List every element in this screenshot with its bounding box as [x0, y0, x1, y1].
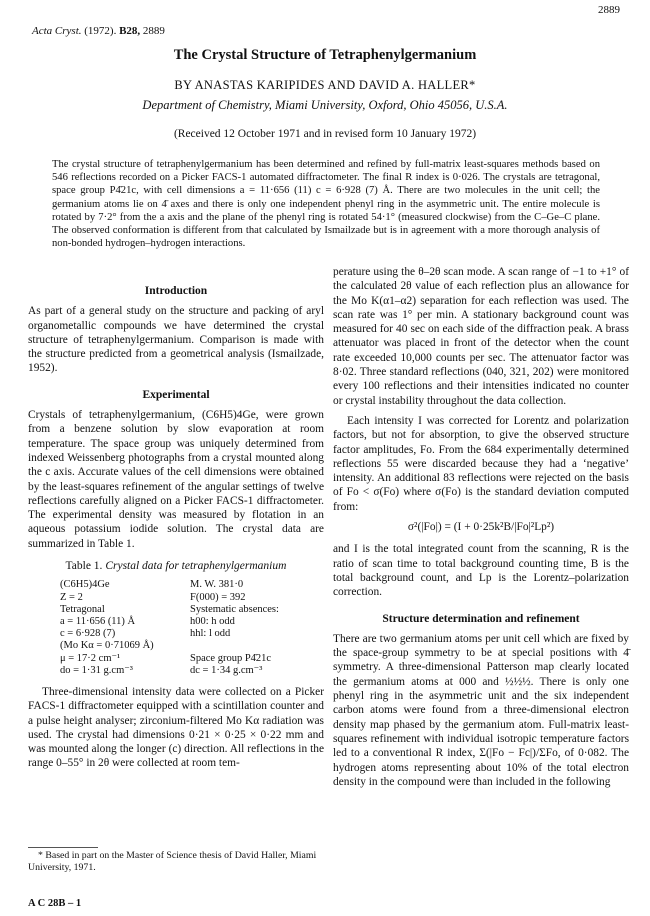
- structure-heading: Structure determination and refinement: [382, 612, 580, 625]
- table-cell: h00: h odd: [190, 615, 235, 627]
- scan-text: perature using the θ–2θ scan mode. A scan range of −1 to +1° of the calculated 2θ value of each reflection plus an allowance for the Mo K(α1–α2) separation for each reflection was used. The scan rate was 1° per min. A stationary background count was measured for 40 sec on each side of the diffraction peak. A brass attenuator was placed in front of the detector when the count rate exceeded 10,000 counts per sec. The attenuator factor was 8·02. Three standard reflections (040, 321, 202) were monitored every 100 reflections and their intensities indicated no counter or crystal instability throughout the data collection.: [333, 266, 629, 407]
- journal-citation: [32, 25, 165, 37]
- table-title: Crystal data for tetraphenylgermanium: [105, 560, 287, 573]
- journal-year: (1972).: [84, 25, 117, 37]
- equation-explanation: and I is the total integrated count from the scanning, R is the ratio of scan time to total background counting time, B is the total background count, and Lp is the Lorentz–polarization correction.: [333, 543, 629, 599]
- table-cell: (Mo Kα = 0·71069 Å): [60, 640, 154, 652]
- table-label: Table 1.: [65, 560, 103, 573]
- table-cell: hhl: l odd: [190, 628, 231, 640]
- journal-name: Acta Cryst.: [32, 25, 82, 37]
- paper-title: The Crystal Structure of Tetraphenylgermanium: [173, 47, 477, 63]
- table-cell: μ = 17·2 cm⁻¹: [60, 652, 121, 664]
- left-column: [28, 272, 324, 777]
- table-cell: c = 6·928 (7): [60, 628, 116, 640]
- sigma-equation: σ²(|Fo|) = (I + 0·25k²B/|Fo|²Lp²): [407, 521, 555, 534]
- abstract: The crystal structure of tetraphenylgermanium has been determined and refined by full-matrix least-squares methods based on 546 reflections recorded on a Picker FACS-1 automated diffractometer. The final R index is 0·026. The crystals are tetragonal, space group P4̄21c, with cell dimensions a = 11·656 (11) c = 6·928 (7) Å. There are two molecules in the unit cell; the germanium atoms lie on 4̄ axes and there is only one independent phenyl ring in the asymmetric unit. The entire molecule is rotated by 7·2° from the a axis and the plane of the phenyl ring is rotated 54·1° (measured clockwise) from the C–Ge–C plane. The observed conformation is different from that calculated by Ismailzade but is in agreement with a more thorough analysis of non-bonded hydrogen–hydrogen interactions.: [52, 159, 600, 250]
- journal-page: 2889: [142, 25, 165, 37]
- table-cell: F(000) = 392: [190, 591, 246, 603]
- table-cell: Space group P4̄21c: [190, 652, 272, 664]
- correction-text: Each intensity I was corrected for Lorentz and polarization factors, but not for absorption, to give the observed structure factor amplitudes, Fo. From the 684 experimentally determined reflections 55 were discarded because they had a ‘negative’ intensity. An additional 83 reflections were rejected on the basis of Fo < σ(Fo) where σ(Fo) is the standard deviation computed from:: [333, 414, 629, 513]
- affiliation: Department of Chemistry, Miami University, Oxford, Ohio 45056, U.S.A.: [142, 98, 508, 112]
- footnote: * Based in part on the Master of Science thesis of David Haller, Miami University, 1971.: [28, 850, 317, 873]
- table-cell: dc = 1·34 g.cm⁻³: [190, 664, 263, 676]
- page-number: 2889: [598, 4, 620, 16]
- intensity-text: Three-dimensional intensity data were collected on a Picker FACS-1 diffractometer equipped with a scintillation counter and a pulse height analyser; zirconium-filtered Mo Kα radiation was used. The crystal had dimensions 0·21 × 0·25 × 0·22 mm and was mounted along the longer (c) direction. All reflections in the range 0–55° in 2θ were collected at room tem-: [28, 685, 324, 770]
- table-cell: [190, 640, 350, 652]
- table-caption: [28, 559, 324, 573]
- table-cell: do = 1·31 g.cm⁻³: [60, 664, 133, 676]
- table-cell: Systematic absences:: [190, 603, 279, 615]
- experimental-heading: Experimental: [142, 388, 210, 401]
- table-cell: a = 11·656 (11) Å: [60, 615, 136, 627]
- introduction-text: As part of a general study on the structure and packing of aryl organometallic compounds we have determined the crystal structure of tetraphenylgermanium. Comparison is made with the structure predicted from a geometrical analysis (Ismailzade, 1952).: [28, 305, 324, 375]
- journal-volume: B28,: [119, 25, 141, 37]
- right-column: [333, 265, 629, 795]
- crystal-data-table: [60, 579, 324, 677]
- footnote-divider: [28, 847, 98, 848]
- received-dates: (Received 12 October 1971 and in revised form 10 January 1972): [173, 128, 477, 140]
- table-cell: Z = 2: [60, 591, 83, 603]
- table-cell: M. W. 381·0: [190, 579, 244, 591]
- page-code: A C 28B – 1: [28, 898, 82, 909]
- introduction-heading: Introduction: [144, 285, 208, 297]
- experimental-text: Crystals of tetraphenylgermanium, (C6H5)4Ge, were grown from a benzene solution by slow evaporation at room temperature. The space group was uniquely determined from indexed Weissenberg photographs from a crystal mounted along the c axis. Accurate values of the cell dimensions were obtained by the least-squares refinement of the angular settings of twelve reflections carefully aligned on a Picker FACS-1 diffractometer. The experimental density was measured by flotation in an aqueous potassium iodide solution. The crystal data are summarized in Table 1.: [28, 409, 324, 550]
- authors: BY ANASTAS KARIPIDES AND DAVID A. HALLER*: [174, 78, 476, 92]
- table-cell: Tetragonal: [60, 603, 105, 615]
- table-cell: (C6H5)4Ge: [60, 579, 110, 591]
- structure-text: There are two germanium atoms per unit cell which are fixed by the space-group symmetry to be at special positions with 4̄ symmetry. A three-dimensional Patterson map clearly located the germanium atoms at 000 and ½½½. There is only one phenyl ring in the asymmetric unit and the six independent carbon atoms were found from a three-dimensional electron density map phased by the germanium atom. Full-matrix least-squares refinement with individual isotropic temperature factors led to a conventional R index, Σ(|Fo − Fc|)/ΣFo, of 0·082. The hydrogen atoms representing about 10% of the total electron density in the compound were than included in the following: [333, 632, 629, 788]
